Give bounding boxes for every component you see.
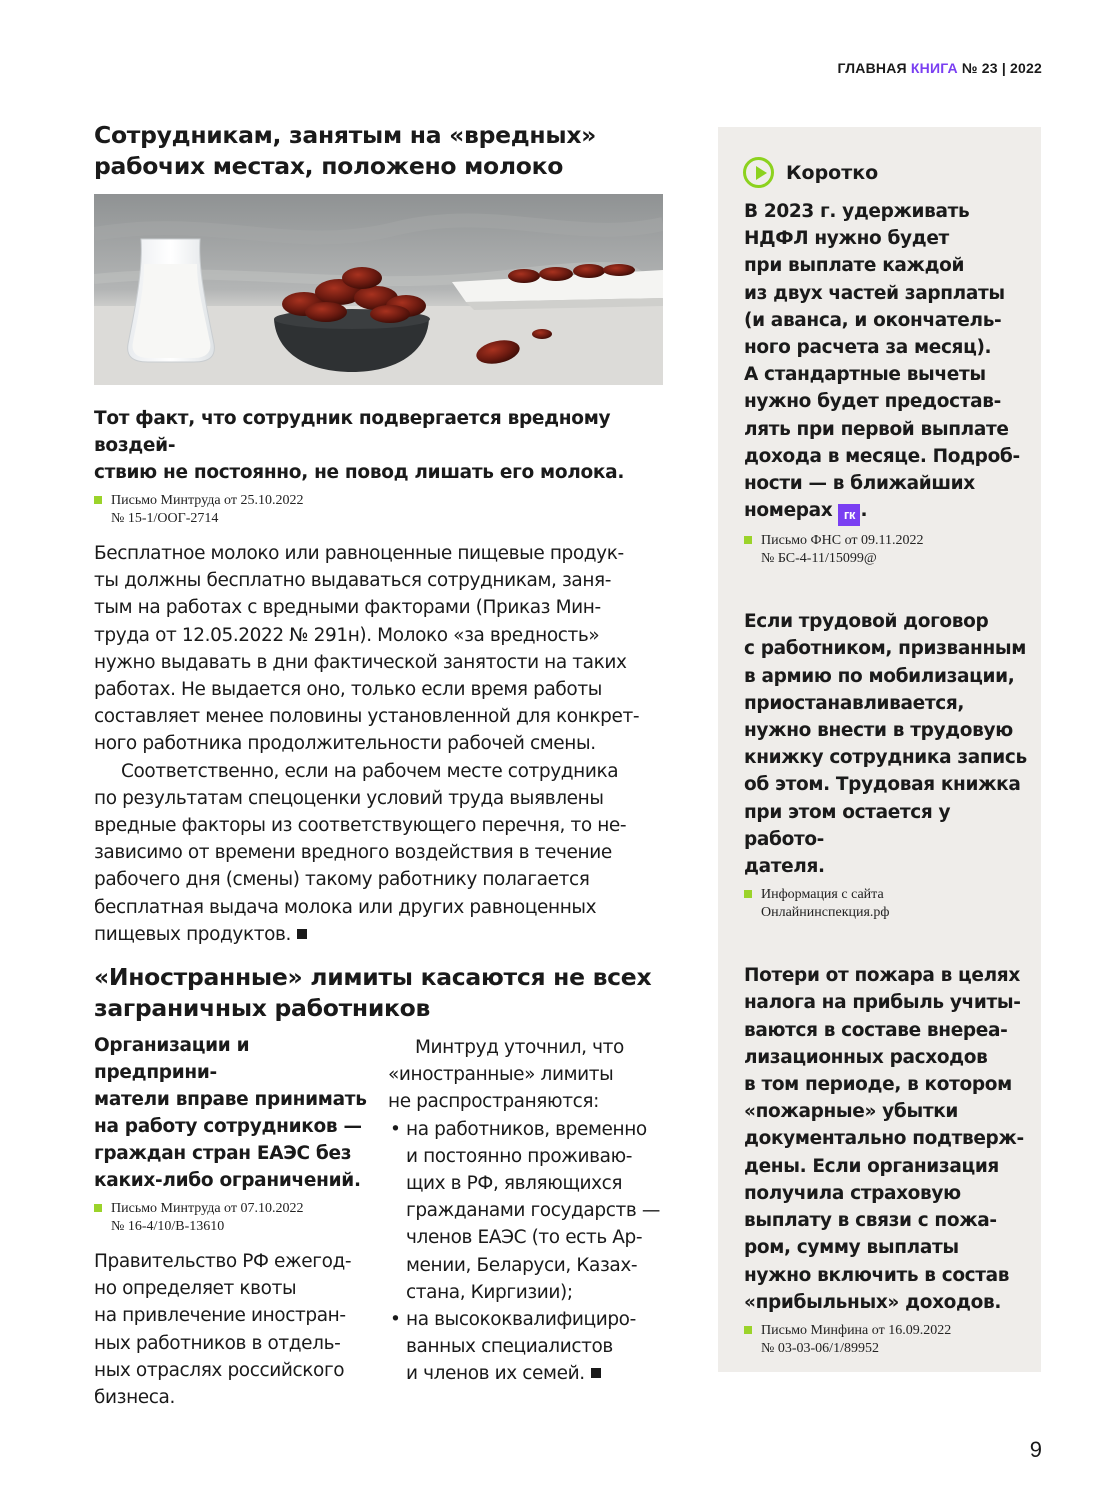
list-item: • на работников, временно и постоянно проживаю- щих в РФ, являющихся гражданами государств — членов ЕАЭС (то есть Ар- мении, Беларуси, Казах- стана, Киргизии);: [388, 1116, 663, 1306]
news-brief-sidebar: [718, 127, 1041, 1372]
source-reference: Письмо Минтруда от 07.10.2022 № 16-4/10/В-13610: [94, 1200, 369, 1236]
end-of-article-icon: [591, 1368, 601, 1378]
article-lead: Организации и предприни- матели вправе принимать на работу сотрудников — граждан стран ЕАЭС без каких-либо ограничений.: [94, 1035, 367, 1191]
magazine-name-accent: КНИГА: [910, 60, 958, 76]
exemptions-list: [388, 1116, 663, 1388]
milk-dates-photo: [94, 194, 663, 385]
article-paragraph: Бесплатное молоко или равноценные пищевые продук- ты должны бесплатно выдаваться сотрудникам, заня- тым на работах с вредными факторами (Приказ Мин- труда от 12.05.2022 № 291н). Молоко «за вредность» нужно выдавать в дни фактической занятости на таких работах. Не выдается оно, только если время работы составляет менее половины установленной для конкрет- ного работника продолжительности рабочей смены.: [94, 543, 640, 755]
source-reference: Информация с сайта Онлайнинспекция.рф: [744, 886, 1029, 922]
article-milk: [94, 120, 666, 948]
page-number: 9: [1029, 1437, 1042, 1462]
source-marker-icon: [744, 890, 752, 898]
source-reference: Письмо Минфина от 16.09.2022 № 03-03-06/1/89952: [744, 1322, 1029, 1358]
article-foreign-limits: [94, 962, 666, 1409]
brief-item: Если трудовой договор с работником, призванным в армию по мобилизации, приостанавливается, нужно внести в трудовую книжку сотрудника запись об этом. Трудовая книжка при этом остается у работо- дателя.: [744, 611, 1027, 878]
list-item: • на высококвалифициро- ванных специалистов и членов их семей.: [388, 1306, 663, 1388]
brief-item: В 2023 г. удерживать НДФЛ нужно будет при выплате каждой из двух частей зарплаты (и аванса, и окончатель- ного расчета за месяц). А стандартные вычеты нужно будет предостав- лять при первой выплате дохода в месяце. Подроб- ности — в ближайших номерах гк .: [744, 198, 1029, 526]
article-paragraph: Правительство РФ ежегод- но определяет квоты на привлечение иностран- ных работников в отдель- ных отраслях российского бизнеса.: [94, 1251, 352, 1409]
column-right: [388, 1028, 663, 1388]
issue-number: № 23 | 2022: [961, 60, 1042, 76]
sidebar-title: Коротко: [786, 161, 879, 184]
play-icon: [743, 157, 774, 188]
article-title: «Иностранные» лимиты касаются не всех заграничных работников: [94, 963, 652, 1022]
gk-logo-icon: гк: [838, 504, 860, 526]
source-marker-icon: [94, 1204, 102, 1212]
source-marker-icon: [744, 1326, 752, 1334]
end-of-article-icon: [297, 929, 307, 939]
sidebar-heading: [744, 157, 1029, 188]
source-marker-icon: [744, 536, 752, 544]
article-paragraph: Минтруд уточнил, что «иностранные» лимиты не распространяются:: [388, 1037, 624, 1113]
source-reference: Письмо Минтруда от 25.10.2022 № 15-1/ООГ-2714: [94, 492, 666, 528]
source-marker-icon: [94, 496, 102, 504]
source-reference: Письмо ФНС от 09.11.2022 № БС-4-11/15099@: [744, 532, 1029, 568]
article-title: Сотрудникам, занятым на «вредных» рабочих местах, положено молоко: [94, 121, 597, 180]
article-paragraph: Соответственно, если на рабочем месте сотрудника по результатам спецоценки условий труда выявлены вредные факторы из соответствующего перечня, то не- зависимо от времени вредного воздействия в течение рабочего дня (смены) такому работнику полагается бесплатная выдача молока или других равноценных пищевых продуктов.: [94, 760, 627, 945]
brief-item: Потери от пожара в целях налога на прибыль учиты- ваются в составе внереа- лизационных расходов в том периоде, в котором «пожарные» убытки документально подтверж- дены. Если организация получила страховую выплату в связи с пожа- ром, сумму выплаты нужно включить в состав «прибыльных» доходов.: [744, 965, 1024, 1313]
running-header: [837, 60, 1042, 76]
column-left: [94, 1028, 369, 1411]
magazine-name: ГЛАВНАЯ: [837, 60, 907, 76]
article-lead: Тот факт, что сотрудник подвергается вредному воздей- ствию не постоянно, не повод лишать его молока.: [94, 408, 625, 483]
